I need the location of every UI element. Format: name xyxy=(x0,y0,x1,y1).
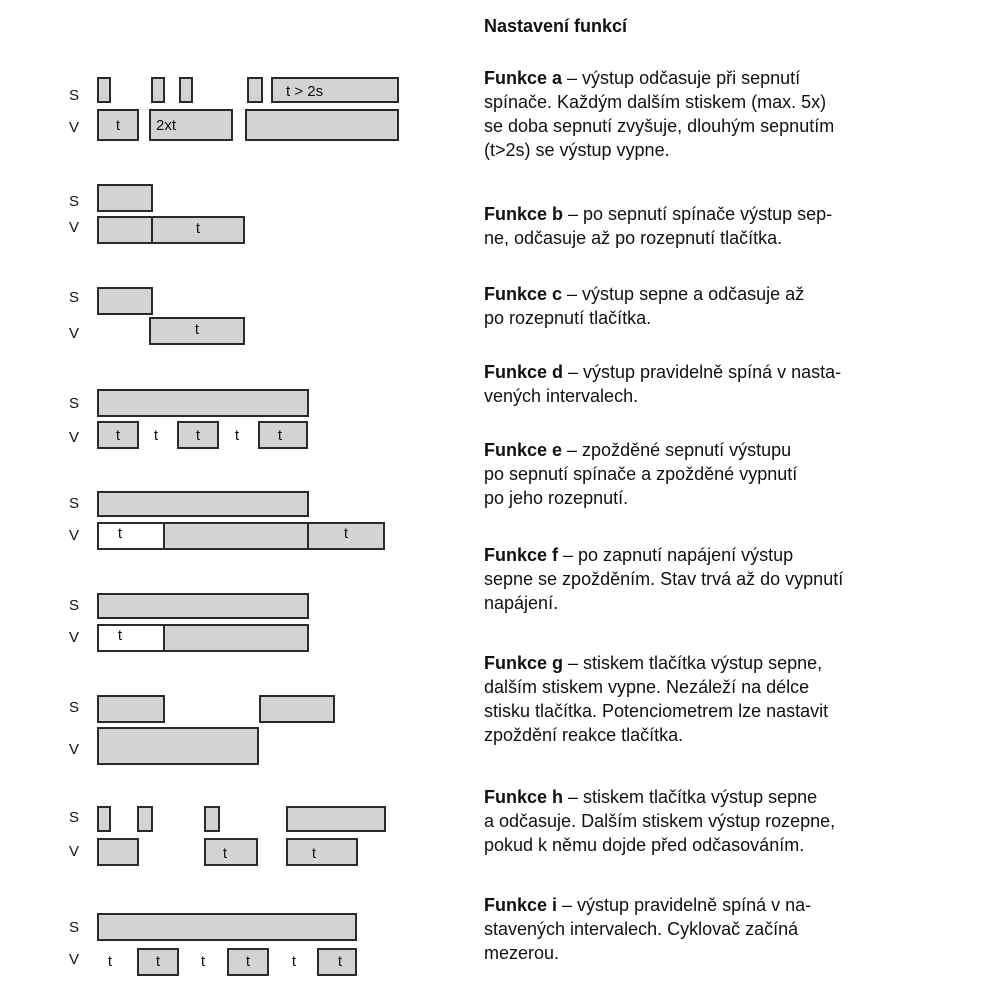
function-description xyxy=(484,893,954,965)
time-label: t xyxy=(117,525,123,542)
time-label: t xyxy=(195,220,201,237)
function-description xyxy=(484,360,954,408)
pulse-block xyxy=(98,728,258,764)
time-label: t xyxy=(195,427,201,444)
time-label: t xyxy=(343,525,349,542)
function-text: – zpožděné sepnutí výstupu po sepnutí spínače a zpožděné vypnutí po jeho rozepnutí. xyxy=(484,440,798,508)
pulse-block xyxy=(138,807,152,831)
function-text: – stiskem tlačítka výstup sepne a odčasuje. Dalším stiskem výstup rozepne, pokud k němu dojde před odčasováním. xyxy=(484,787,836,855)
switch-row-label: S xyxy=(68,809,80,826)
function-text: – výstup sepne a odčasuje až po rozepnutí tlačítka. xyxy=(484,284,805,328)
function-description xyxy=(484,651,954,747)
function-description xyxy=(484,202,954,250)
double-time-label: 2xt xyxy=(156,117,177,134)
delay-block xyxy=(98,523,164,549)
function-text: – výstup pravidelně spíná v nasta- vených intervalech. xyxy=(484,362,842,406)
pulse-block xyxy=(98,839,138,865)
time-label: t xyxy=(200,953,206,970)
function-text: – po sepnutí spínače výstup sep- ne, odčasuje až po rozepnutí tlačítka. xyxy=(484,204,833,248)
pulse-block xyxy=(259,422,307,448)
pulse-block xyxy=(287,807,385,831)
time-label: t xyxy=(311,845,317,862)
function-name: Funkce e xyxy=(484,440,563,460)
function-name: Funkce f xyxy=(484,545,559,565)
pulse-block xyxy=(205,839,257,865)
output-row-label: V xyxy=(68,951,80,968)
switch-row-label: S xyxy=(68,699,80,716)
switch-row-label: S xyxy=(68,495,80,512)
pulse-block xyxy=(98,288,152,314)
output-row-label: V xyxy=(68,325,80,342)
function-description xyxy=(484,785,954,857)
switch-row-label: S xyxy=(68,289,80,306)
function-name: Funkce d xyxy=(484,362,564,382)
pulse-block xyxy=(98,185,152,211)
timing-diagrams xyxy=(0,0,460,1000)
time-label: t xyxy=(117,627,123,644)
time-label: t xyxy=(291,953,297,970)
function-description xyxy=(484,282,954,330)
output-row-label: V xyxy=(68,843,80,860)
function-text: – stiskem tlačítka výstup sepne, dalším stiskem vypne. Nezáleží na délce stisku tlačítka. Potenciometrem lze nastavit zpoždění reakce tlačítka. xyxy=(484,653,829,745)
pulse-block xyxy=(98,390,308,416)
function-name: Funkce h xyxy=(484,787,564,807)
time-label: t xyxy=(155,953,161,970)
pulse-block xyxy=(164,523,308,549)
pulse-block xyxy=(98,492,308,516)
function-name: Funkce b xyxy=(484,204,564,224)
output-row-label: V xyxy=(68,741,80,758)
function-name: Funkce a xyxy=(484,68,563,88)
pulse-block xyxy=(260,696,334,722)
output-row-label: V xyxy=(68,219,80,236)
function-name: Funkce c xyxy=(484,284,563,304)
time-label: t xyxy=(115,427,121,444)
function-name: Funkce g xyxy=(484,653,564,673)
time-label: t xyxy=(245,953,251,970)
time-label: t xyxy=(115,117,121,134)
function-text: – výstup pravidelně spíná v na- stavených intervalech. Cyklovač začíná mezerou. xyxy=(484,895,812,963)
page-heading: Nastavení funkcí xyxy=(484,16,628,36)
pulse-block xyxy=(205,807,219,831)
time-label: t xyxy=(194,321,200,338)
switch-row-label: S xyxy=(68,193,80,210)
pulse-block xyxy=(98,696,164,722)
time-label: t xyxy=(153,427,159,444)
time-label: t xyxy=(222,845,228,862)
pulse-block xyxy=(98,78,110,102)
pulse-block xyxy=(98,807,110,831)
switch-row-label: S xyxy=(68,87,80,104)
pulse-block xyxy=(152,78,164,102)
pulse-block xyxy=(246,110,398,140)
switch-row-label: S xyxy=(68,919,80,936)
output-row-label: V xyxy=(68,629,80,646)
switch-row-label: S xyxy=(68,395,80,412)
pulse-block xyxy=(248,78,262,102)
time-label: t xyxy=(337,953,343,970)
pulse-block xyxy=(287,839,357,865)
delay-block xyxy=(98,625,164,651)
pulse-block xyxy=(98,217,152,243)
output-row-label: V xyxy=(68,429,80,446)
pulse-block xyxy=(98,594,308,618)
function-text: – výstup odčasuje při sepnutí spínače. Každým dalším stiskem (max. 5x) se doba sepnutí zvyšuje, dlouhým sepnutím (t>2s) se výstup vypne. xyxy=(484,68,835,160)
time-label: t xyxy=(107,953,113,970)
time-label: t xyxy=(234,427,240,444)
pulse-block xyxy=(164,625,308,651)
function-description xyxy=(484,438,954,510)
function-description xyxy=(484,543,954,615)
pulse-block xyxy=(98,914,356,940)
function-text: – po zapnutí napájení výstup sepne se zpožděním. Stav trvá až do vypnutí napájení. xyxy=(484,545,844,613)
switch-row-label: S xyxy=(68,597,80,614)
long-press-label: t > 2s xyxy=(286,83,324,100)
function-name: Funkce i xyxy=(484,895,558,915)
output-row-label: V xyxy=(68,527,80,544)
function-description xyxy=(484,66,954,162)
output-row-label: V xyxy=(68,119,80,136)
time-label: t xyxy=(277,427,283,444)
pulse-block xyxy=(180,78,192,102)
